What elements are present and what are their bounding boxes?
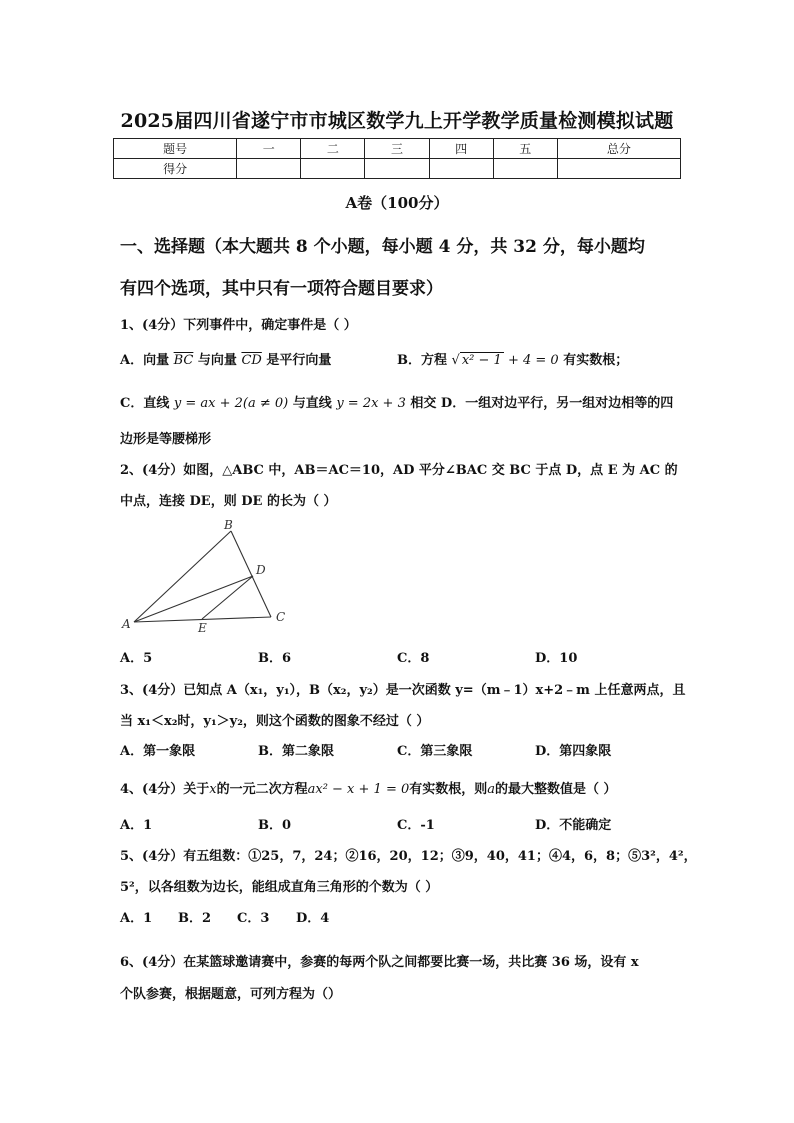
score-header-cell: 题号 (114, 139, 237, 159)
q5-line2: 5²，以各组数为边长，能组成直角三角形的个数为（ ） (120, 880, 439, 895)
q1-c-d-text-post: 相交 D．一组对边平行，另一组对边相等的四 (410, 396, 674, 411)
section1-heading-line2: 有四个选项，其中只有一项符合题目要求） (120, 279, 443, 299)
q3-option-d: D．第四象限 (535, 744, 612, 759)
q1-c-line2-eq: y = 2x + 3 (336, 396, 406, 411)
q1-a-text: A．向量 (120, 353, 170, 368)
q5-line1: 5、(4分）有五组数：①25，7，24；②16，20，12；③9，40，41；④4，6，8；⑤3²，4²， (120, 849, 697, 864)
segment-ad (134, 576, 253, 622)
q2-option-d: D．10 (535, 651, 578, 666)
label-a: A (122, 617, 131, 631)
score-header-cell: 四 (429, 139, 493, 159)
score-header-cell: 二 (301, 139, 365, 159)
score-cell (301, 159, 365, 179)
q1-c-text: C．直线 (120, 396, 170, 411)
q4-var-x: x (209, 782, 217, 797)
q2-line1: 2、(4分）如图，△ABC 中，AB＝AC＝10，AD 平分∠BAC 交 BC 于点 D，点 E 为 AC 的 (120, 463, 678, 478)
score-cell (493, 159, 557, 179)
q1-a-vector-cd: $\overline{CD}$ (241, 353, 262, 368)
score-header-cell: 一 (237, 139, 301, 159)
segment-ab (134, 531, 231, 622)
q3-line1: 3、(4分）已知点 A（x₁，y₁），B（x₂，y₂）是一次函数 y=（m﹣1）x+2﹣m 上任意两点，且 (120, 683, 686, 698)
q1-c-line1-eq: y = ax + 2(a ≠ 0) (173, 396, 289, 411)
q3-option-a: A．第一象限 (120, 744, 196, 759)
q1-b-equation: √ x² − 1 + 4 = 0 (451, 353, 559, 368)
q4-option-a: A．1 (120, 818, 153, 833)
score-table-header-row (114, 139, 681, 159)
label-d: D (256, 563, 266, 577)
q2-option-a: A．5 (120, 651, 153, 666)
q4-text-mid: 的一元二次方程 (216, 782, 308, 797)
score-table-score-row (114, 159, 681, 179)
q4-stem (120, 778, 617, 797)
q1-a-vector-bc: $\overline{BC}$ (173, 353, 194, 368)
q4-var-a: a (487, 782, 496, 797)
q5-option-b: B．2 (178, 911, 212, 926)
score-header-cell: 总分 (557, 139, 680, 159)
q2-option-c: C．8 (397, 651, 430, 666)
q4-text: 4、(4分）关于 (120, 782, 210, 797)
score-header-cell: 五 (493, 139, 557, 159)
q1-b-eq-tail: + 4 = 0 (507, 353, 559, 368)
label-b: B (224, 518, 233, 532)
score-header-cell: 三 (365, 139, 429, 159)
q4-option-b: B．0 (258, 818, 292, 833)
q4-text-post: 的最大整数值是（ ） (495, 782, 617, 797)
q4-option-c: C．-1 (397, 818, 435, 833)
q5-option-a: A．1 (120, 911, 153, 926)
q1-a-text-post: 是平行向量 (266, 353, 332, 368)
score-cell (557, 159, 680, 179)
q1-a-text-mid: 与向量 (197, 353, 237, 368)
q5-option-c: C．3 (237, 911, 270, 926)
q1-option-c-d (120, 392, 673, 411)
page-title: 2025届四川省遂宁市市城区数学九上开学教学质量检测模拟试题 (120, 110, 674, 132)
q1-option-b (397, 349, 628, 368)
section1-heading-line1: 一、选择题（本大题共 8 个小题，每小题 4 分，共 32 分，每小题均 (120, 237, 645, 257)
q6-line2: 个队参赛，根据题意，可列方程为（） (120, 987, 342, 1002)
q4-equation: ax² − x + 1 = 0 (307, 782, 410, 797)
q6-line1: 6、(4分）在某篮球邀请赛中，参赛的每两个队之间都要比赛一场，共比赛 36 场，设有 x (120, 955, 639, 970)
section-a-heading: A卷（100分） (345, 194, 449, 212)
score-cell (237, 159, 301, 179)
q3-option-b: B．第二象限 (258, 744, 334, 759)
q1-b-text-post: 有实数根； (563, 353, 629, 368)
q4-text-mid2: 有实数根，则 (409, 782, 488, 797)
q1-b-radicand: x² − 1 (461, 353, 502, 368)
label-c: C (276, 610, 286, 624)
q2-line2: 中点，连接 DE，则 DE 的长为（ ） (120, 494, 337, 509)
score-cell (365, 159, 429, 179)
q4-option-d: D．不能确定 (535, 818, 612, 833)
segment-de (202, 576, 253, 619)
q3-option-c: C．第三象限 (397, 744, 473, 759)
q5-option-d: D．4 (296, 911, 330, 926)
score-row-label: 得分 (114, 159, 237, 179)
triangle-figure (118, 518, 298, 638)
q1-stem: 1、(4分）下列事件中，确定事件是（ ） (120, 318, 357, 333)
label-e: E (198, 621, 207, 635)
q1-c-text-mid: 与直线 (292, 396, 332, 411)
q1-option-a (120, 349, 331, 368)
score-cell (429, 159, 493, 179)
q3-line2: 当 x₁＜x₂时，y₁＞y₂，则这个函数的图象不经过（ ） (120, 714, 430, 729)
q1-option-d-cont: 边形是等腰梯形 (120, 432, 212, 447)
q2-option-b: B．6 (258, 651, 292, 666)
score-table (113, 138, 681, 179)
q1-b-text: B．方程 (397, 353, 447, 368)
